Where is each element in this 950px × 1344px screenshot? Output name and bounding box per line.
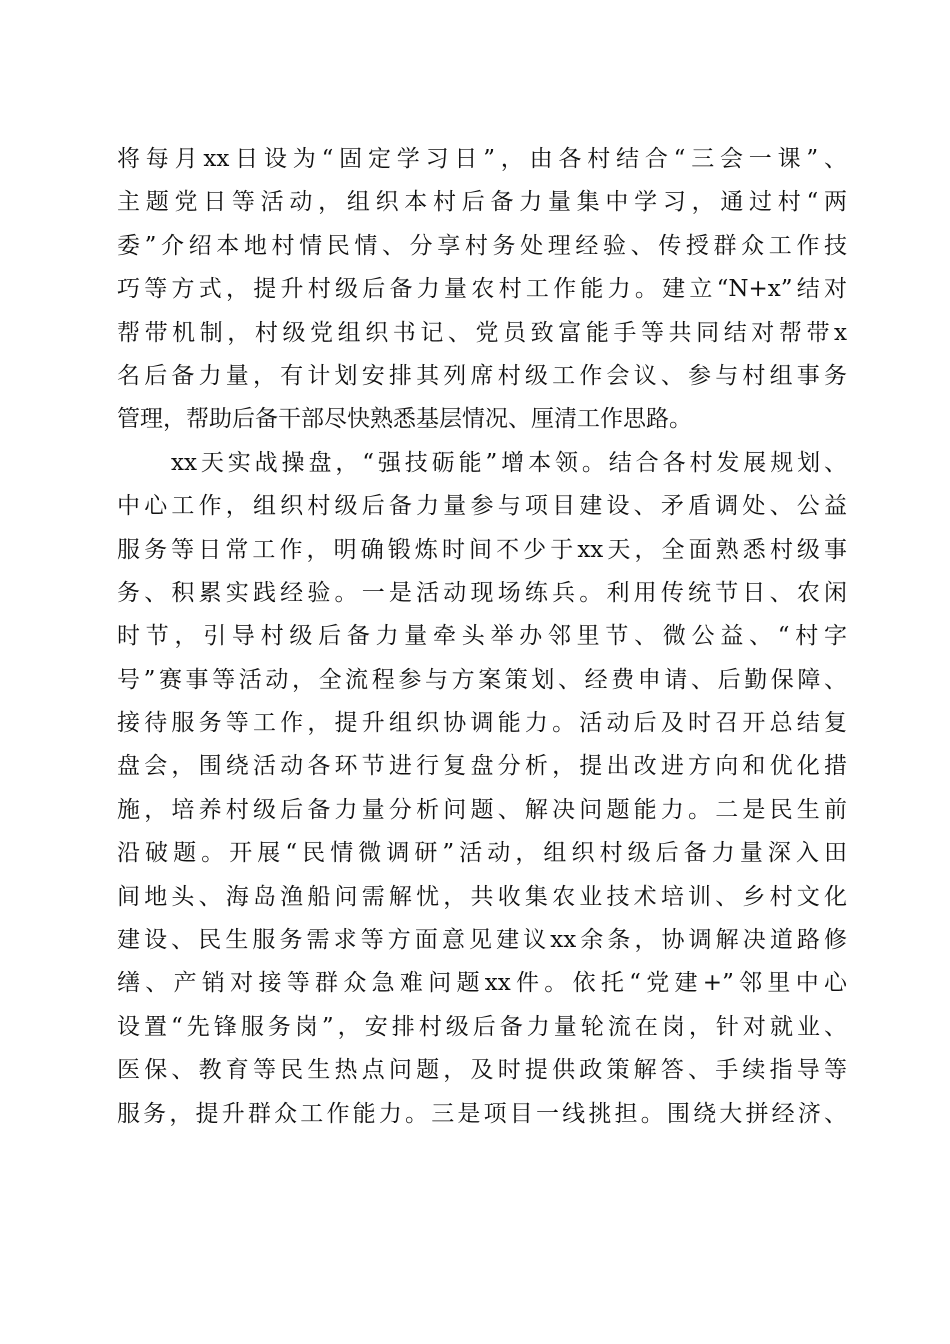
body-text bbox=[117, 138, 847, 1136]
text-line: 间地头、海岛渔船问需解忧，共收集农业技术培训、乡村文化 bbox=[117, 883, 847, 910]
text-line: 名后备力量，有计划安排其列席村级工作会议、参与村组事务 bbox=[117, 362, 847, 389]
text-line: 建设、民生服务需求等方面意见建议xx余条，协调解决道路修 bbox=[117, 927, 847, 954]
text-line: 中心工作，组织村级后备力量参与项目建设、矛盾调处、公益 bbox=[117, 493, 847, 520]
text-line: 缮、产销对接等群众急难问题xx件。依托“党建+”邻里中心 bbox=[117, 970, 847, 997]
text-line: 管理，帮助后备干部尽快熟悉基层情况、厘清工作思路。 bbox=[117, 406, 692, 433]
text-line: 时节，引导村级后备力量牵头举办邻里节、微公益、“村字 bbox=[117, 623, 847, 650]
text-line: 沿破题。开展“民情微调研”活动，组织村级后备力量深入田 bbox=[117, 840, 847, 867]
text-line: 主题党日等活动，组织本村后备力量集中学习，通过村“两 bbox=[117, 189, 847, 216]
paragraph bbox=[117, 442, 847, 1136]
text-line: 接待服务等工作，提升组织协调能力。活动后及时召开总结复 bbox=[117, 710, 847, 737]
text-line: 服务，提升群众工作能力。三是项目一线挑担。围绕大拼经济、 bbox=[117, 1100, 847, 1127]
text-line: 委”介绍本地村情民情、分享村务处理经验、传授群众工作技 bbox=[117, 232, 847, 259]
text-line: xx天实战操盘，“强技砺能”增本领。结合各村发展规划、 bbox=[171, 449, 847, 476]
text-line: 务、积累实践经验。一是活动现场练兵。利用传统节日、农闲 bbox=[117, 579, 847, 606]
text-line: 盘会，围绕活动各环节进行复盘分析，提出改进方向和优化措 bbox=[117, 753, 847, 780]
text-line: 医保、教育等民生热点问题，及时提供政策解答、手续指导等 bbox=[117, 1057, 847, 1084]
text-line: 号”赛事等活动，全流程参与方案策划、经费申请、后勤保障、 bbox=[117, 666, 847, 693]
paragraph bbox=[117, 138, 847, 442]
text-line: 施，培养村级后备力量分析问题、解决问题能力。二是民生前 bbox=[117, 796, 847, 823]
text-line: 将每月xx日设为“固定学习日”，由各村结合“三会一课”、 bbox=[117, 146, 847, 172]
text-line: 服务等日常工作，明确锻炼时间不少于xx天，全面熟悉村级事 bbox=[117, 536, 847, 563]
text-line: 设置“先锋服务岗”，安排村级后备力量轮流在岗，针对就业、 bbox=[117, 1013, 847, 1040]
text-line: 帮带机制，村级党组织书记、党员致富能手等共同结对帮带x bbox=[117, 319, 847, 346]
text-line: 巧等方式，提升村级后备力量农村工作能力。建立“N+x”结对 bbox=[117, 276, 847, 303]
